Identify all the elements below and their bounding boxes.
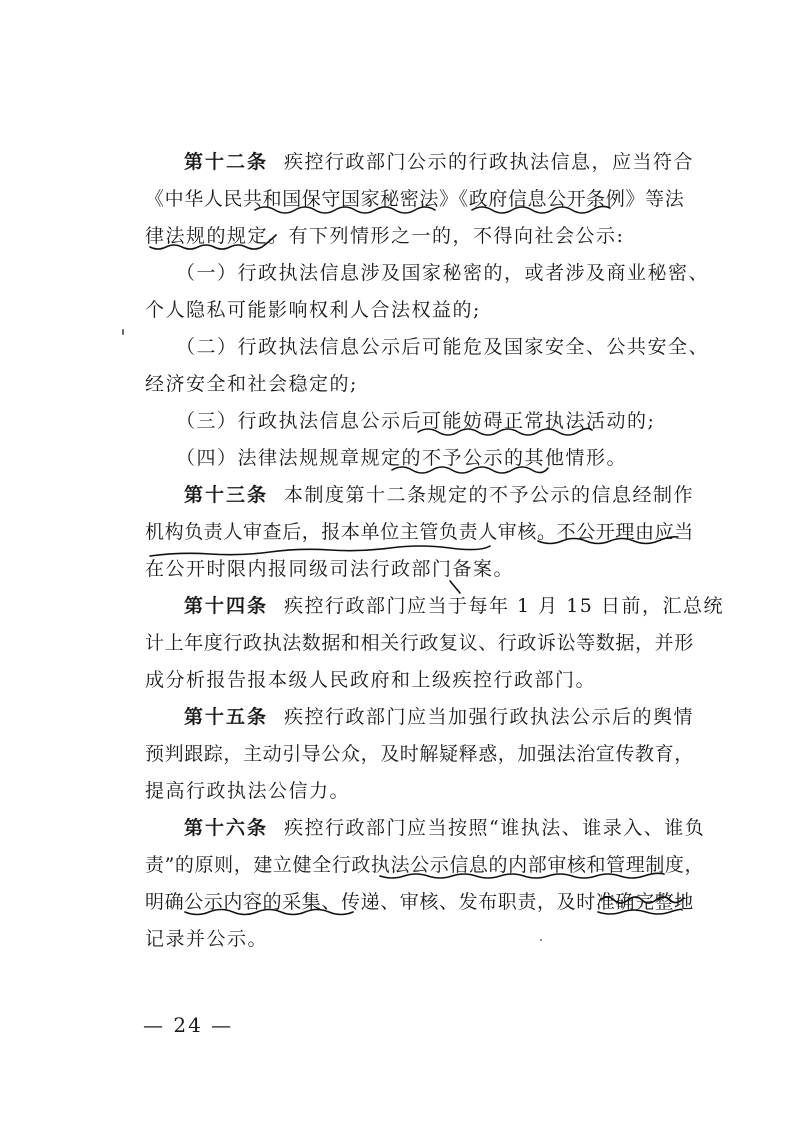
item-1-line-1: （一）行政执法信息涉及国家秘密的，或者涉及商业秘密、 [176, 262, 710, 284]
item-2-line-2: 经济安全和社会稳定的; [145, 373, 358, 395]
article-15-line-3: 提高行政执法公信力。 [145, 780, 351, 802]
article-15-line-2: 预判跟踪，主动引导公众，及时解疑释惑，加强法治宣传教育， [145, 743, 694, 765]
article-12-heading: 第十二条 [184, 151, 269, 173]
article-14-heading: 第十四条 [184, 595, 269, 617]
article-12-line-1 [184, 147, 695, 177]
article-15-line-1 [184, 702, 695, 732]
scan-speck [122, 329, 124, 335]
article-15-heading: 第十五条 [184, 706, 269, 728]
article-12-text-1: 疾控行政部门公示的行政执法信息，应当符合 [284, 151, 695, 173]
article-16-line-3: 明确公示内容的采集、传递、审核、发布职责，及时准确完整地 [145, 891, 694, 913]
article-16-line-1 [184, 813, 706, 843]
article-13-text-1: 本制度第十二条规定的不予公示的信息经制作 [284, 484, 695, 506]
article-16-line-2: 责”的原则，建立健全行政执法公示信息的内部审核和管理制度， [145, 854, 705, 876]
article-16-heading: 第十六条 [184, 817, 269, 839]
article-14-line-3: 成分析报告报本级人民政府和上级疾控行政部门。 [145, 669, 597, 691]
article-12-line-3: 律法规的规定。有下列情形之一的，不得向社会公示: [145, 225, 625, 247]
page-number: — 24 — [143, 1013, 234, 1037]
scan-speck [540, 939, 542, 941]
article-13-line-1 [184, 480, 695, 510]
item-4-line-1: （四）法律法规规章规定的不予公示的其他情形。 [176, 447, 628, 469]
article-14-line-1 [184, 591, 724, 621]
article-14-text-1: 疾控行政部门应当于每年 1 月 15 日前，汇总统 [284, 595, 724, 617]
article-13-line-2: 机构负责人审查后，报本单位主管负责人审核。不公开理由应当 [145, 521, 694, 543]
article-14-line-2: 计上年度行政执法数据和相关行政复议、行政诉讼等数据，并形 [145, 632, 694, 654]
item-2-line-1: （二）行政执法信息公示后可能危及国家安全、公共安全、 [176, 336, 710, 358]
article-12-line-2: 《中华人民共和国保守国家秘密法》《政府信息公开条例》等法 [145, 188, 685, 210]
article-13-line-3: 在公开时限内报同级司法行政部门备案。 [145, 558, 515, 580]
article-15-text-1: 疾控行政部门应当加强行政执法公示后的舆情 [284, 706, 695, 728]
item-1-line-2: 个人隐私可能影响权利人合法权益的; [145, 299, 481, 321]
article-16-line-4: 记录并公示。 [145, 928, 269, 950]
item-3-line-1: （三）行政执法信息公示后可能妨碍正常执法活动的; [176, 410, 656, 432]
article-13-heading: 第十三条 [184, 484, 269, 506]
article-16-text-1: 疾控行政部门应当按照“谁执法、谁录入、谁负 [284, 817, 706, 839]
